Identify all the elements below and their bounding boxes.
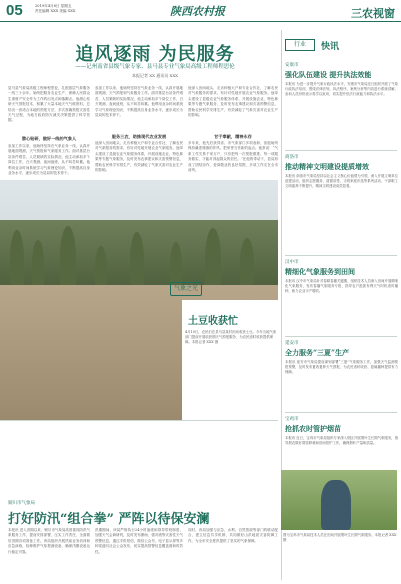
bottom-article-text-1: 本报讯 进入汛期以来，铜川市气象局高度重视防汛气象服务工作，提前安排部署，压实工作责任，全面做好汛期各项准备工作。该局组织开展汛前业务培训和应急演练，检修维护气象观测设备，确保汛期设备运行稳定可靠。 [8,528,90,554]
main-article-title: 追风逐雨 为民服务 [75,44,235,65]
page-header [0,0,401,22]
photo-tree [60,226,76,290]
main-article-paragraph-1: 县马县气象局高级工程师程思伦，扎根基层气象服务一线三十余年，始终把服务农业生产、保障人民群众生命财产安全作为工作的出发点和落脚点。他潜心钻研天气预报技术，积累了大量本地天气气候资料，总结出一套适合本地的预报方法，多次准确预报灾害性天气过程，为地方政府防灾减灾决策提供了科学依据。 [8,86,90,123]
brief-5-text: 本报讯 近日，宝鸡市气象局组织专家深入烟区开展烟叶生长期气象服务，指导烟农做好烟苗移栽和田间管护工作，确保烟叶产量和质量。 [285,436,398,446]
bottom-article-text-2: 汛期期间，该局严格执行24小时值班和领导带班制度，加强天气会商研判，及时发布暴雨、强对流等灾害性天气预警信息，通过手机短信、微信公众号、电子显示屏等多种渠道向社会公众发布，切实提高预警信息覆盖面和时效性。 [95,528,183,554]
sidebar-photo-caption: 图为宝鸡市气象局技术人员在田间开展烟叶生长期气象服务。本报记者 XXX 摄 [283,533,397,542]
main-article-subtitle: ——记州南省县级气象专家、县马县专业气象局高级工程师程思伦 [75,64,235,70]
brief-5-city: 宝鸡市 [285,417,299,422]
main-article-paragraph-2b: 参加工作以来，他始终坚持在气象业务一线，认真开展地面观测、天气预报和气象服务工作。面对基层台站条件艰苦、人员紧缺的实际情况，他主动承担多个岗位工作，白天观测、夜间值班，从不叫苦叫累。他利用业余时间系统学习气象理论知识，不断提高自身业务水平，逐步成长为县局的技术骨干。 [95,86,183,118]
brief-2-title: 推动精神文明建设提质增效 [285,162,369,171]
photo-trees [0,220,278,290]
brief-3-title: 精细化气象服务到田间 [285,267,355,276]
page-number: 05 [6,2,23,19]
photo-person [321,480,351,530]
sidebar-label: 快讯 [321,42,340,52]
photo-tree [32,240,44,290]
brief-4-text: 本报讯 延安市气象局提前谋划部署“三夏”气象服务工作，加强天气监测预报预警，及时发布夏收夏种天气预报，为农民适时收获、抢墒播种提供有力保障。 [285,360,398,375]
brief-4-title: 全力服务“三夏”生产 [285,348,350,357]
main-article-paragraph-2: 参加工作以来，他始终坚持在气象业务一线，认真开展地面观测、天气预报和气象服务工作。面对基层台站条件艰苦、人员紧缺的实际情况，他主动承担多个岗位工作，白天观测、夜间值班，从不叫苦叫累。他利用业余时间系统学习气象理论知识，不断提高自身业务水平，逐步成长为县局的技术骨干。 [8,144,90,176]
sidebar-photo [281,470,397,530]
main-article-subhead-2: 服务三农，助推现代农业发展 [111,134,167,139]
divider [285,336,397,337]
brief-2-text: 本报讯 商洛市气象局坚持以社会主义核心价值观为引领，深入开展文明单位创建活动，组织志愿服务、道德讲堂、文明家庭评选等系列活动，干部职工文明素养不断提升，精神文明建设成效显著。 [285,174,398,189]
bottom-article-text-3: 同时，该局加强与应急、水利、自然资源等部门的联动配合，建立信息共享机制，共同做好山洪地质灾害防御工作，为全市安全度汛提供了坚实的气象保障。 [188,528,278,543]
bottom-article-title: 打好防汛“组合拳” 严阵以待保安澜 [8,512,210,527]
issue-editor: 责任编辑 XXX 美编 XXX [35,9,76,13]
brief-5-title: 抢抓农时管护烟苗 [285,424,341,433]
divider [285,255,397,256]
main-article-paragraph-3b: 他深入田间地头，走访种植大户和专业合作社，了解农民对气象服务的需求，有针对性地开展农业气象服务。他牵头建设了县级农业气象服务体系，开展设施农业、特色林果等专题气象服务，及时发布农事建议和灾害预警信息，帮助农民科学安排生产，有效减轻了气象灾害对农业生产的影响。 [188,86,278,118]
photo-tree [10,230,24,290]
main-article-paragraph-4: 多年来，他先后获得省、市气象部门多项表彰，但他始终保持谦虚谨慎的作风，把荣誉当作新的起点。他常说：“气象工作关系千家万户，只有把每一次预报做准、每一项服务做实，才能对得起群众的信任。”在他的带动下，县局形成了团结协作、爱岗敬业的良好氛围，多项工作走在全市前列。 [188,141,278,173]
divider [285,412,397,413]
photo-title: 土豆收获忙 [188,316,238,327]
issue-date: 2019年4月8日 星期五 [35,4,72,8]
issue-info [35,4,75,14]
photo-caption: 4月10日，农民们在县马县某村田间收获土豆。今年当地气象部门提前开展收获期天气预报服务，为农民适时收获提供保障。本报记者 XXX 摄 [185,330,277,344]
brief-1-title: 强化队伍建设 提升执法效能 [285,70,372,79]
main-article-byline: 本报记者 XX 通讯员 XXX [131,73,179,78]
qixiang-tag: 气象之光 [170,282,202,296]
brief-1-city: 安康市 [285,63,299,68]
main-article-subhead-3: 甘于奉献，精神永存 [188,134,278,140]
sidebar-header [285,38,395,54]
brief-3-city: 汉中市 [285,260,299,265]
photo-tree [95,246,107,290]
masthead-logo: 陕西农村报 [170,5,225,18]
main-article-paragraph-3: 他深入田间地头，走访种植大户和专业合作社，了解农民对气象服务的需求，有针对性地开展农业气象服务。他牵头建设了县级农业气象服务体系，开展设施农业、特色林果等专题气象服务，及时发布农事建议和灾害预警信息，帮助农民科学安排生产，有效减轻了气象灾害对农业生产的影响。 [95,141,183,173]
photo-tree [130,232,144,290]
main-article-subhead-1: 潜心钻研，做好一线的气象人 [8,136,90,142]
section-title: 三农视窗 [351,8,395,20]
photo-tree [240,238,254,290]
photo-tree [205,228,221,290]
divider [285,150,397,151]
brief-4-city: 延安市 [285,341,299,346]
sidebar-tag: 行业 [285,39,315,51]
brief-3-text: 本报讯 汉中市气象局针对春耕春播关键期，组织技术人员深入田间开展精细化气象服务，发布春播气象服务专报，指导农户抢抓有利天气时机适时播种，助力农业丰产增收。 [285,279,398,294]
brief-2-city: 商洛市 [285,155,299,160]
brief-1-text: 本报讯 为进一步提升气象行政执法水平，安康市气象局近日组织开展了气象行政执法培训，围绕法律法规、执法程序、案例分析等内容进行系统讲解，参训人员纷纷表示将学以致用，切实提升依法行政能力和执法水平。 [285,82,398,97]
bottom-article-city: 铜川市气象局 [8,501,35,506]
divider [0,420,278,421]
